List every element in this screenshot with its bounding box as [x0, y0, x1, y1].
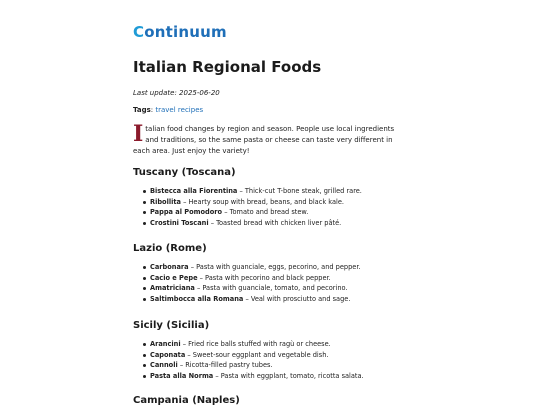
dish-desc: – Pasta with eggplant, tomato, ricotta salata.	[213, 371, 364, 380]
dish-name: Crostini Toscani	[150, 218, 209, 227]
dish-name: Cacio e Pepe	[150, 273, 198, 282]
dish-desc: – Hearty soup with bread, beans, and black kale.	[180, 197, 344, 206]
list-item	[133, 360, 364, 371]
dish-name: Pappa al Pomodoro	[150, 208, 223, 216]
dish-desc: – Pasta with guanciale, eggs, pecorino, and pepper.	[188, 263, 361, 271]
list-item	[133, 218, 362, 229]
logo-text: ontinuum	[144, 23, 227, 41]
dish-name: Saltimbocca alla Romana	[150, 294, 244, 303]
tags-label: Tags	[133, 106, 151, 114]
tag-link-recipes[interactable]: recipes	[177, 106, 204, 114]
section-sicily	[133, 320, 364, 381]
list-item	[133, 283, 361, 294]
dish-list	[133, 186, 362, 228]
dish-name: Carbonara	[150, 263, 189, 271]
last-update: Last update: 2025-06-20	[133, 89, 220, 97]
dish-desc: – Pasta with guanciale, tomato, and pecorino.	[194, 284, 348, 292]
dish-name: Cannoli	[150, 361, 178, 369]
dish-name: Pasta alla Norma	[150, 371, 214, 380]
list-item	[133, 294, 361, 305]
section-heading: Lazio (Rome)	[133, 243, 207, 254]
section-heading: Sicily (Sicilia)	[133, 320, 210, 331]
intro-text: talian food changes by region and season. People use local ingredients and traditions, so the same pasta or cheese can taste very different in each area. Just enjoy the variety!	[133, 125, 395, 155]
list-item	[133, 197, 362, 208]
dish-desc: – Veal with prosciutto and sage.	[243, 294, 351, 303]
dish-name: Arancini	[150, 340, 181, 348]
list-item	[133, 262, 361, 273]
section-heading: Campania (Naples)	[133, 395, 240, 405]
list-item	[133, 186, 362, 197]
list-item	[133, 339, 364, 350]
section-tuscany	[133, 167, 362, 228]
tag-link-travel[interactable]: travel	[155, 106, 176, 114]
dish-list	[133, 339, 364, 381]
dish-desc: – Pasta with pecorino and black pepper.	[197, 273, 331, 282]
section-heading: Tuscany (Toscana)	[133, 167, 236, 178]
logo-initial: C	[133, 23, 145, 41]
dish-name: Caponata	[150, 350, 186, 359]
section-lazio	[133, 243, 361, 304]
dish-desc: – Toasted bread with chicken liver pâté.	[208, 218, 342, 227]
dish-name: Bistecca alla Fiorentina	[150, 187, 238, 195]
list-item	[133, 371, 364, 382]
dish-desc: – Ricotta-filled pastry tubes.	[177, 361, 273, 369]
drop-cap: I	[133, 121, 144, 147]
dish-desc: – Tomato and bread stew.	[222, 208, 309, 216]
tags-separator: :	[150, 106, 156, 114]
site-logo[interactable]	[133, 23, 227, 41]
list-item	[133, 207, 362, 218]
dish-name: Ribollita	[150, 197, 181, 206]
section-campania	[133, 395, 240, 405]
dish-desc: – Sweet-sour eggplant and vegetable dish.	[185, 350, 329, 359]
dish-list	[133, 262, 361, 304]
dish-desc: – Fried rice balls stuffed with ragù or cheese.	[180, 340, 331, 348]
list-item	[133, 273, 361, 284]
tags-line	[133, 106, 203, 114]
intro-paragraph	[133, 121, 405, 157]
list-item	[133, 350, 364, 361]
dish-desc: – Thick-cut T-bone steak, grilled rare.	[237, 187, 362, 195]
page-title: Italian Regional Foods	[133, 58, 322, 76]
dish-name: Amatriciana	[150, 284, 195, 292]
